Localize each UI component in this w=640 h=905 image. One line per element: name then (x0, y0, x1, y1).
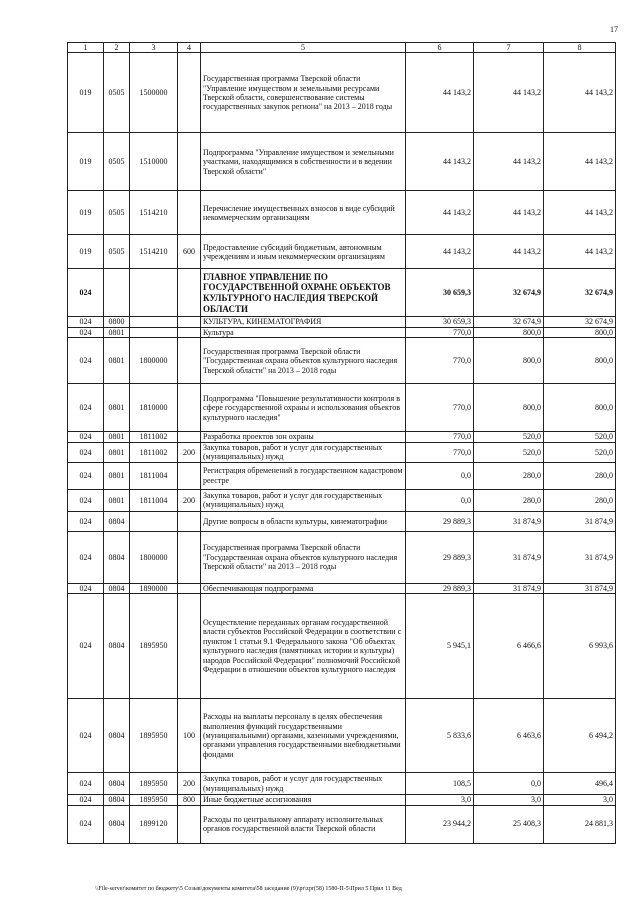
amount-2018-cell: 32 674,9 (544, 317, 616, 327)
admin-code-cell: 024 (68, 531, 104, 583)
expense-type-cell: 800 (178, 795, 201, 805)
target-article-cell: 1811004 (130, 489, 178, 511)
amount-2017-cell: 44 143,2 (474, 53, 544, 133)
amount-2016-cell: 44 143,2 (406, 53, 474, 133)
amount-2016-cell: 5 833,6 (406, 699, 474, 773)
admin-code-cell: 024 (68, 489, 104, 511)
amount-2018-cell: 6 494,2 (544, 699, 616, 773)
expense-type-cell (178, 317, 201, 327)
amount-2017-cell: 31 874,9 (474, 531, 544, 583)
table-row (68, 269, 616, 317)
amount-2016-cell: 770,0 (406, 442, 474, 462)
table-row (68, 699, 616, 773)
description-cell: Закупка товаров, работ и услуг для государственных (муниципальных) нужд (201, 489, 406, 511)
target-article-cell: 1800000 (130, 338, 178, 384)
expense-type-cell: 600 (178, 235, 201, 269)
admin-code-cell: 024 (68, 773, 104, 795)
amount-2018-cell: 520,0 (544, 432, 616, 442)
header-col-8: 8 (544, 43, 616, 53)
amount-2018-cell: 6 993,6 (544, 594, 616, 699)
admin-code-cell: 024 (68, 594, 104, 699)
amount-2016-cell: 29 889,3 (406, 511, 474, 531)
table-row (68, 583, 616, 593)
target-article-cell (130, 327, 178, 337)
table-body (68, 53, 616, 843)
amount-2016-cell: 30 659,3 (406, 317, 474, 327)
header-col-4: 4 (178, 43, 201, 53)
amount-2017-cell: 32 674,9 (474, 269, 544, 317)
section-code-cell: 0505 (104, 235, 130, 269)
section-code-cell: 0804 (104, 594, 130, 699)
table-row (68, 317, 616, 327)
section-code-cell: 0801 (104, 327, 130, 337)
expense-type-cell (178, 384, 201, 432)
table-row (68, 338, 616, 384)
amount-2016-cell: 29 889,3 (406, 531, 474, 583)
amount-2017-cell: 25 408,3 (474, 805, 544, 843)
description-cell: КУЛЬТУРА, КИНЕМАТОГРАФИЯ (201, 317, 406, 327)
section-code-cell: 0505 (104, 133, 130, 191)
amount-2016-cell: 30 659,3 (406, 269, 474, 317)
amount-2017-cell: 31 874,9 (474, 583, 544, 593)
target-article-cell: 1811002 (130, 432, 178, 442)
section-code-cell: 0804 (104, 773, 130, 795)
admin-code-cell: 024 (68, 511, 104, 531)
admin-code-cell: 019 (68, 53, 104, 133)
amount-2017-cell: 3,0 (474, 795, 544, 805)
description-cell: Перечисление имущественных взносов в виде субсидий некоммерческим организациям (201, 191, 406, 235)
expense-type-cell: 200 (178, 489, 201, 511)
admin-code-cell: 024 (68, 317, 104, 327)
amount-2018-cell: 3,0 (544, 795, 616, 805)
admin-code-cell: 024 (68, 327, 104, 337)
budget-table (67, 42, 616, 844)
table-row (68, 594, 616, 699)
expense-type-cell: 200 (178, 773, 201, 795)
admin-code-cell: 024 (68, 442, 104, 462)
admin-code-cell: 024 (68, 462, 104, 489)
target-article-cell: 1811004 (130, 462, 178, 489)
header-row (68, 43, 616, 53)
table-row (68, 805, 616, 843)
description-cell: Другие вопросы в области культуры, кинематографии (201, 511, 406, 531)
amount-2018-cell: 32 674,9 (544, 269, 616, 317)
amount-2017-cell: 800,0 (474, 327, 544, 337)
expense-type-cell (178, 594, 201, 699)
amount-2018-cell: 31 874,9 (544, 531, 616, 583)
description-cell: Регистрация обременений в государственном кадастровом реестре (201, 462, 406, 489)
amount-2016-cell: 108,5 (406, 773, 474, 795)
amount-2016-cell: 44 143,2 (406, 235, 474, 269)
header-col-6: 6 (406, 43, 474, 53)
table-row (68, 432, 616, 442)
admin-code-cell: 019 (68, 191, 104, 235)
amount-2016-cell: 5 945,1 (406, 594, 474, 699)
admin-code-cell: 024 (68, 384, 104, 432)
target-article-cell: 1514210 (130, 235, 178, 269)
section-code-cell: 0804 (104, 531, 130, 583)
amount-2016-cell: 29 889,3 (406, 583, 474, 593)
table-row (68, 773, 616, 795)
admin-code-cell: 024 (68, 699, 104, 773)
expense-type-cell: 100 (178, 699, 201, 773)
expense-type-cell (178, 462, 201, 489)
amount-2016-cell: 770,0 (406, 432, 474, 442)
amount-2018-cell: 44 143,2 (544, 133, 616, 191)
section-code-cell: 0801 (104, 432, 130, 442)
expense-type-cell (178, 511, 201, 531)
expense-type-cell (178, 432, 201, 442)
description-cell: Расходы на выплаты персоналу в целях обеспечения выполнения функций государственными (муниципальными) органами, казенными учреждениями, органами управления государственными внебюджетными фондами (201, 699, 406, 773)
amount-2017-cell: 800,0 (474, 338, 544, 384)
table-row (68, 489, 616, 511)
expense-type-cell (178, 531, 201, 583)
expense-type-cell (178, 53, 201, 133)
description-cell: Осуществление переданных органам государственной власти субъектов Российской Федерации в соответствии с пунктом 1 статьи 9.1 Федерального закона "Об объектах культурного наследия (памятниках истории и культуры) народов Российской Федерации" полномочий Российской Федерации в отношении объектов культурного наследия (201, 594, 406, 699)
target-article-cell: 1895950 (130, 773, 178, 795)
target-article-cell: 1895950 (130, 795, 178, 805)
description-cell: Подпрограмма "Управление имуществом и земельными участками, находящимися в собственности и в ведении Тверской области" (201, 133, 406, 191)
admin-code-cell: 024 (68, 583, 104, 593)
description-cell: Разработка проектов зон охраны (201, 432, 406, 442)
section-code-cell: 0804 (104, 583, 130, 593)
table-row (68, 795, 616, 805)
amount-2016-cell: 0,0 (406, 489, 474, 511)
target-article-cell: 1890000 (130, 583, 178, 593)
admin-code-cell: 024 (68, 338, 104, 384)
amount-2017-cell: 280,0 (474, 462, 544, 489)
target-article-cell: 1500000 (130, 53, 178, 133)
table-row (68, 531, 616, 583)
amount-2017-cell: 280,0 (474, 489, 544, 511)
description-cell: Закупка товаров, работ и услуг для государственных (муниципальных) нужд (201, 773, 406, 795)
amount-2017-cell: 31 874,9 (474, 511, 544, 531)
admin-code-cell: 024 (68, 432, 104, 442)
amount-2018-cell: 520,0 (544, 442, 616, 462)
description-cell: Расходы по центральному аппарату исполнительных органов государственной власти Тверской области (201, 805, 406, 843)
section-code-cell: 0800 (104, 317, 130, 327)
expense-type-cell (178, 338, 201, 384)
header-col-1: 1 (68, 43, 104, 53)
expense-type-cell (178, 327, 201, 337)
section-code-cell: 0804 (104, 511, 130, 531)
admin-code-cell: 024 (68, 269, 104, 317)
table-row (68, 133, 616, 191)
expense-type-cell (178, 269, 201, 317)
section-code-cell: 0505 (104, 191, 130, 235)
amount-2017-cell: 6 466,6 (474, 594, 544, 699)
description-cell: Государственная программа Тверской области "Государственная охрана объектов культурного наследия Тверской области" на 2013 – 2018 годы (201, 531, 406, 583)
target-article-cell: 1895950 (130, 699, 178, 773)
amount-2018-cell: 44 143,2 (544, 235, 616, 269)
amount-2017-cell: 44 143,2 (474, 191, 544, 235)
table-row (68, 511, 616, 531)
amount-2018-cell: 44 143,2 (544, 53, 616, 133)
description-cell: ГЛАВНОЕ УПРАВЛЕНИЕ ПО ГОСУДАРСТВЕННОЙ ОХРАНЕ ОБЪЕКТОВ КУЛЬТУРНОГО НАСЛЕДИЯ ТВЕРСКОЙ ОБЛАСТИ (201, 269, 406, 317)
amount-2018-cell: 280,0 (544, 462, 616, 489)
header-col-7: 7 (474, 43, 544, 53)
target-article-cell: 1514210 (130, 191, 178, 235)
table-row (68, 384, 616, 432)
table-row (68, 235, 616, 269)
target-article-cell: 1811002 (130, 442, 178, 462)
file-path-footer: \\File-server\комитет по бюджету\5 Созыв\документы комитета\58 заседание (9)\pr\zpr(58) 1580-П-5\Прил 5 Прил 11 Вед (95, 886, 402, 892)
amount-2017-cell: 520,0 (474, 432, 544, 442)
header-col-3: 3 (130, 43, 178, 53)
description-cell: Культура (201, 327, 406, 337)
amount-2017-cell: 0,0 (474, 773, 544, 795)
amount-2017-cell: 800,0 (474, 384, 544, 432)
expense-type-cell (178, 191, 201, 235)
amount-2016-cell: 44 143,2 (406, 191, 474, 235)
section-code-cell: 0801 (104, 338, 130, 384)
amount-2017-cell: 44 143,2 (474, 133, 544, 191)
amount-2016-cell: 23 944,2 (406, 805, 474, 843)
amount-2017-cell: 6 463,6 (474, 699, 544, 773)
amount-2018-cell: 24 881,3 (544, 805, 616, 843)
amount-2018-cell: 800,0 (544, 384, 616, 432)
table-row (68, 53, 616, 133)
target-article-cell: 1810000 (130, 384, 178, 432)
admin-code-cell: 024 (68, 805, 104, 843)
table-row (68, 442, 616, 462)
header-col-5: 5 (201, 43, 406, 53)
amount-2018-cell: 496,4 (544, 773, 616, 795)
expense-type-cell (178, 133, 201, 191)
amount-2018-cell: 280,0 (544, 489, 616, 511)
section-code-cell: 0505 (104, 53, 130, 133)
expense-type-cell (178, 805, 201, 843)
amount-2018-cell: 800,0 (544, 327, 616, 337)
expense-type-cell: 200 (178, 442, 201, 462)
section-code-cell: 0804 (104, 805, 130, 843)
amount-2016-cell: 3,0 (406, 795, 474, 805)
section-code-cell: 0801 (104, 489, 130, 511)
table-row (68, 462, 616, 489)
section-code-cell: 0801 (104, 462, 130, 489)
amount-2017-cell: 44 143,2 (474, 235, 544, 269)
table-row (68, 191, 616, 235)
description-cell: Обеспечивающая подпрограмма (201, 583, 406, 593)
page-number: 17 (610, 25, 618, 34)
admin-code-cell: 019 (68, 133, 104, 191)
section-code-cell: 0801 (104, 384, 130, 432)
target-article-cell (130, 511, 178, 531)
description-cell: Подпрограмма "Повышение результативности контроля в сфере государственной охраны и использования объектов культурного наследия" (201, 384, 406, 432)
target-article-cell: 1510000 (130, 133, 178, 191)
section-code-cell: 0801 (104, 442, 130, 462)
target-article-cell: 1895950 (130, 594, 178, 699)
section-code-cell: 0804 (104, 699, 130, 773)
admin-code-cell: 024 (68, 795, 104, 805)
amount-2016-cell: 44 143,2 (406, 133, 474, 191)
amount-2016-cell: 770,0 (406, 384, 474, 432)
target-article-cell (130, 317, 178, 327)
description-cell: Закупка товаров, работ и услуг для государственных (муниципальных) нужд (201, 442, 406, 462)
description-cell: Иные бюджетные ассигнования (201, 795, 406, 805)
table-row (68, 327, 616, 337)
description-cell: Государственная программа Тверской области "Управление имуществом и земельными ресурсами Тверской области, совершенствование системы государственных закупок региона" на 2013 – 2018 годы (201, 53, 406, 133)
amount-2018-cell: 800,0 (544, 338, 616, 384)
description-cell: Предоставление субсидий бюджетным, автономным учреждениям и иным некоммерческим организациям (201, 235, 406, 269)
amount-2018-cell: 31 874,9 (544, 583, 616, 593)
amount-2016-cell: 770,0 (406, 338, 474, 384)
amount-2017-cell: 520,0 (474, 442, 544, 462)
admin-code-cell: 019 (68, 235, 104, 269)
amount-2017-cell: 32 674,9 (474, 317, 544, 327)
amount-2016-cell: 770,0 (406, 327, 474, 337)
target-article-cell: 1800000 (130, 531, 178, 583)
target-article-cell: 1899120 (130, 805, 178, 843)
amount-2018-cell: 44 143,2 (544, 191, 616, 235)
section-code-cell: 0804 (104, 795, 130, 805)
expense-type-cell (178, 583, 201, 593)
amount-2016-cell: 0,0 (406, 462, 474, 489)
target-article-cell (130, 269, 178, 317)
header-col-2: 2 (104, 43, 130, 53)
amount-2018-cell: 31 874,9 (544, 511, 616, 531)
section-code-cell (104, 269, 130, 317)
description-cell: Государственная программа Тверской области "Государственная охрана объектов культурного наследия Тверской области" на 2013 – 2018 годы (201, 338, 406, 384)
